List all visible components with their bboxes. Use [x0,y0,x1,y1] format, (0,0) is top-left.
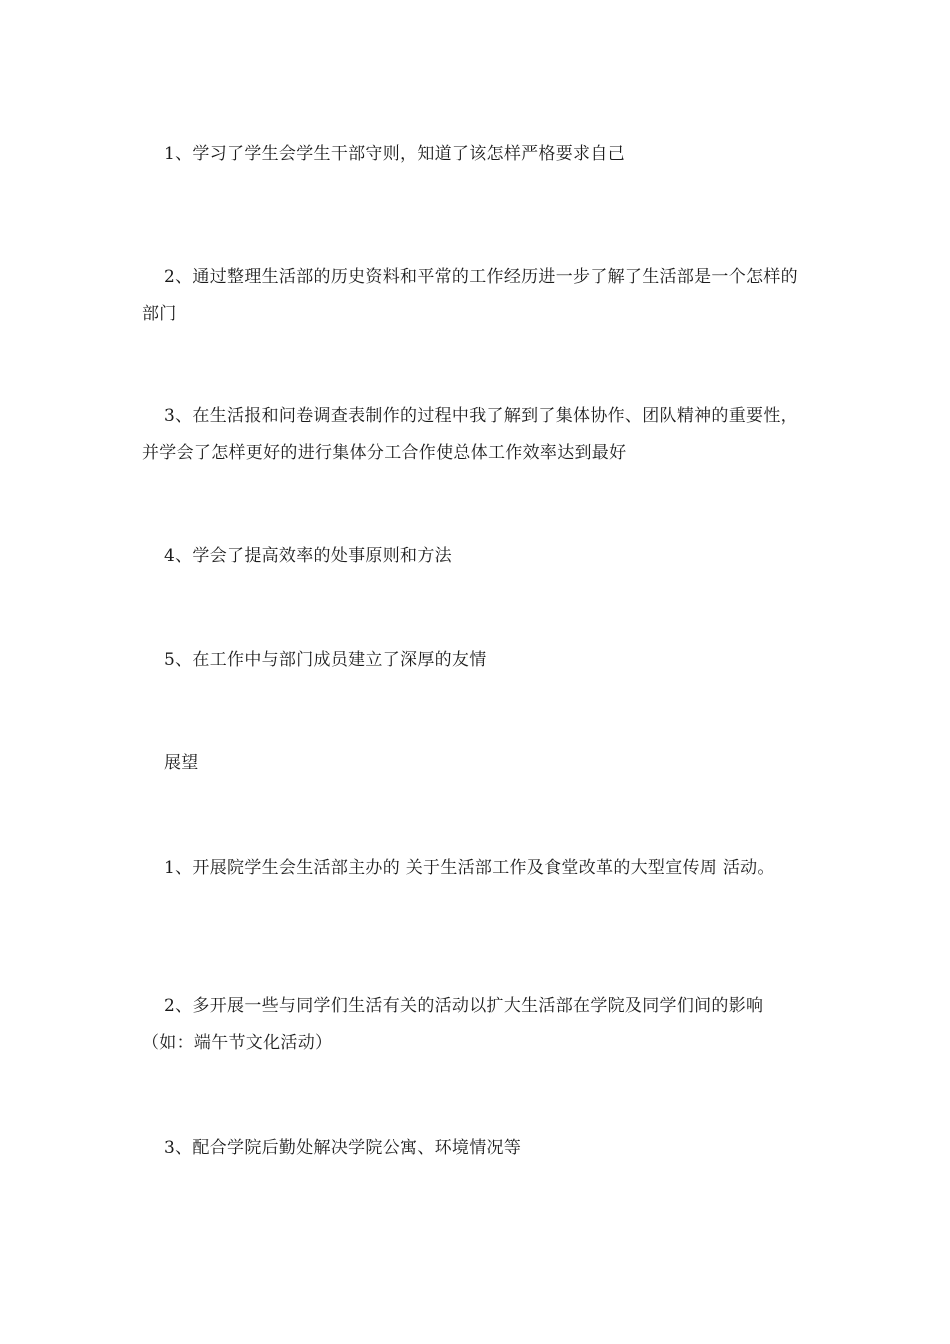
gain-item-1: 1、学习了学生会学生干部守则，知道了该怎样严格要求自己 [164,144,625,164]
gain-item-2: 2、通过整理生活部的历史资料和平常的工作经历进一步了解了生活部是一个怎样的部门 [142,267,798,324]
outlook-heading: 展望 [164,753,199,773]
outlook-item-1: 1、开展院学生会生活部主办的 关于生活部工作及食堂改革的大型宣传周 活动。 [164,858,775,878]
outlook-item-3: 3、配合学院后勤处解决学院公寓、环境情况等 [164,1138,522,1158]
gain-item-3: 3、在生活报和问卷调查表制作的过程中我了解到了集体协作、团队精神的重要性，并学会了怎样更好的进行集体分工合作使总体工作效率达到最好 [142,406,798,463]
outlook-item-2: 2、多开展一些与同学们生活有关的活动以扩大生活部在学院及同学们间的影响（如：端午节文化活动） [142,996,764,1053]
gain-item-5: 5、在工作中与部门成员建立了深厚的友情 [164,650,487,670]
gain-item-4: 4、学会了提高效率的处事原则和方法 [164,546,452,566]
